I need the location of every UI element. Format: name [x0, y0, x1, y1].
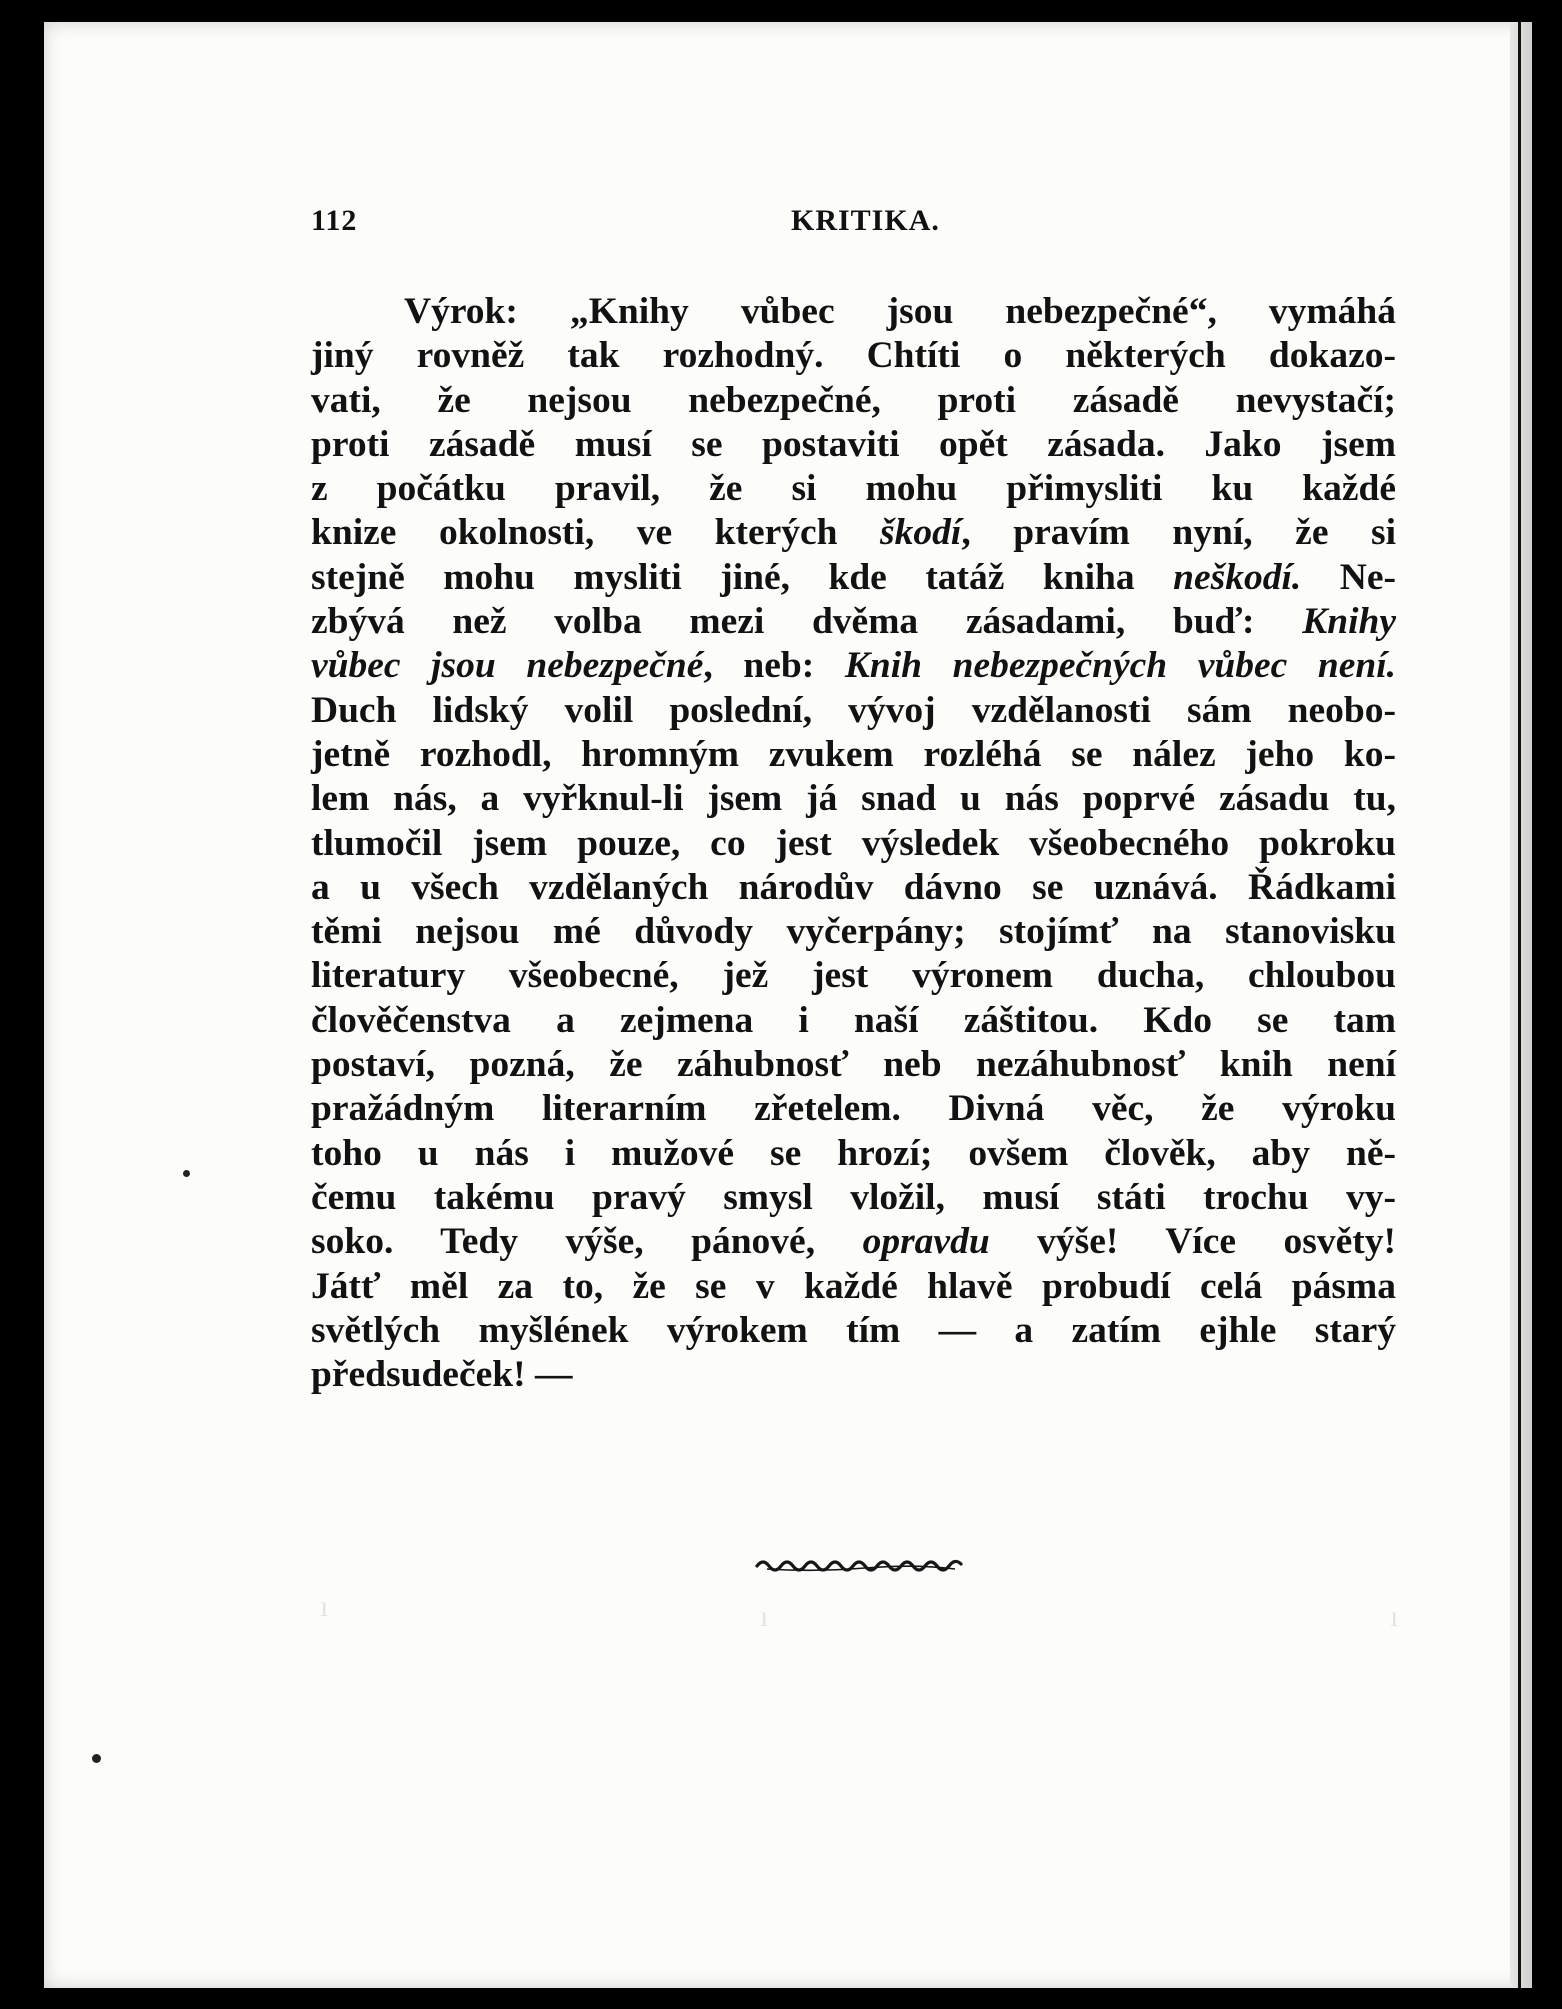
text-line: [311, 1353, 1396, 1397]
text-line: [311, 866, 1396, 910]
text-line: [311, 777, 1396, 821]
text-line: [311, 910, 1396, 954]
text-run: pražádným literarním zřetelem. Divná věc, že výroku: [311, 1088, 1396, 1130]
page-edge-shadow: [1510, 22, 1532, 1988]
text-run: , pravím nyní, že si: [961, 512, 1396, 554]
bleed-through-mark: ı: [320, 1590, 329, 1623]
italic-text-run: vůbec jsou nebezpečné: [311, 645, 704, 687]
text-line: [311, 290, 1396, 334]
text-run: proti zásadě musí se postaviti opět zásada. Jako jsem: [311, 423, 1396, 465]
text-line: [311, 556, 1396, 600]
text-run: soko. Tedy výše, pánové,: [311, 1221, 863, 1263]
text-run: , neb:: [703, 645, 845, 687]
italic-text-run: Knihy: [1302, 601, 1396, 643]
text-run: z počátku pravil, že si mohu přimysliti ku každé: [311, 468, 1396, 510]
text-line: [311, 334, 1396, 378]
text-line: [311, 1087, 1396, 1131]
text-run: Duch lidský volil poslední, vývoj vzdělanosti sám neobo-: [311, 689, 1396, 731]
text-run: lem nás, a vyřknul-li jsem já snad u nás poprvé zásadu tu,: [311, 778, 1396, 820]
ink-speck: [183, 1170, 190, 1177]
text-line: [311, 689, 1396, 733]
text-line: [311, 1043, 1396, 1087]
bleed-through-mark: ı: [1390, 1600, 1399, 1633]
text-run: světlých myšlének výrokem tím — a zatím ejhle starý: [311, 1309, 1396, 1351]
text-run: vati, že nejsou nebezpečné, proti zásadě nevystačí;: [311, 379, 1396, 421]
italic-text-run: Knih nebezpečných vůbec není.: [844, 645, 1397, 687]
running-head: KRITIKA.: [791, 204, 940, 237]
body-paragraph: [311, 290, 1396, 1397]
text-run: jiný rovněž tak rozhodný. Chtíti o některých dokazo-: [311, 335, 1396, 377]
text-run: Výrok: „Knihy vůbec jsou nebezpečné“, vymáhá: [404, 291, 1396, 332]
text-line: [311, 1220, 1396, 1264]
text-run: zbývá než volba mezi dvěma zásadami, buď:: [311, 601, 1303, 643]
text-run: předsudeček! —: [311, 1354, 573, 1396]
text-run: těmi nejsou mé důvody vyčerpány; stojímť na stanovisku: [311, 911, 1396, 953]
text-run: stejně mohu mysliti jiné, kde tatáž kniha: [311, 556, 1174, 598]
text-line: [311, 600, 1396, 644]
italic-text-run: opravdu: [862, 1221, 990, 1263]
text-run: toho u nás i mužové se hrozí; ovšem člověk, aby ně-: [311, 1132, 1396, 1174]
ink-speck: [92, 1754, 101, 1763]
text-run: jetně rozhodl, hromným zvukem rozléhá se nález jeho ko-: [311, 733, 1396, 775]
text-run: tlumočil jsem pouze, co jest výsledek všeobecného pokroku: [311, 822, 1396, 864]
text-line: [311, 1176, 1396, 1220]
page-number: 112: [311, 204, 358, 237]
text-line: [311, 733, 1396, 777]
italic-text-run: neškodí.: [1173, 556, 1302, 598]
text-run: člověčenstva a zejmena i naší záštitou. Kdo se tam: [311, 999, 1396, 1041]
text-run: knize okolnosti, ve kterých: [311, 512, 881, 554]
text-line: [311, 1309, 1396, 1353]
text-run: Játť měl za to, že se v každé hlavě probudí celá pásma: [311, 1265, 1396, 1307]
text-run: výše! Více osvěty!: [989, 1221, 1396, 1263]
text-run: a u všech vzdělaných národův dávno se uznává. Řádkami: [311, 866, 1396, 908]
page-header: [311, 200, 1396, 244]
bleed-through-mark: ı: [760, 1600, 769, 1633]
text-line: [311, 1265, 1396, 1309]
text-line: [311, 423, 1396, 467]
text-run: čemu takému pravý smysl vložil, musí státi trochu vy-: [311, 1176, 1396, 1218]
text-line: [311, 999, 1396, 1043]
text-line: [311, 954, 1396, 998]
text-run: literatury všeobecné, jež jest výronem ducha, chloubou: [311, 955, 1396, 997]
page-edge-line: [1518, 22, 1521, 1988]
text-line: [311, 1132, 1396, 1176]
text-line: [311, 467, 1396, 511]
tail-ornament-icon: [755, 1552, 965, 1576]
italic-text-run: škodí: [880, 512, 962, 554]
text-line: [311, 822, 1396, 866]
text-line: [311, 644, 1396, 688]
text-line: [311, 511, 1396, 555]
text-line: [311, 379, 1396, 423]
text-run: Ne-: [1301, 556, 1396, 598]
text-run: postaví, pozná, že záhubnosť neb nezáhubnosť knih není: [311, 1044, 1396, 1086]
